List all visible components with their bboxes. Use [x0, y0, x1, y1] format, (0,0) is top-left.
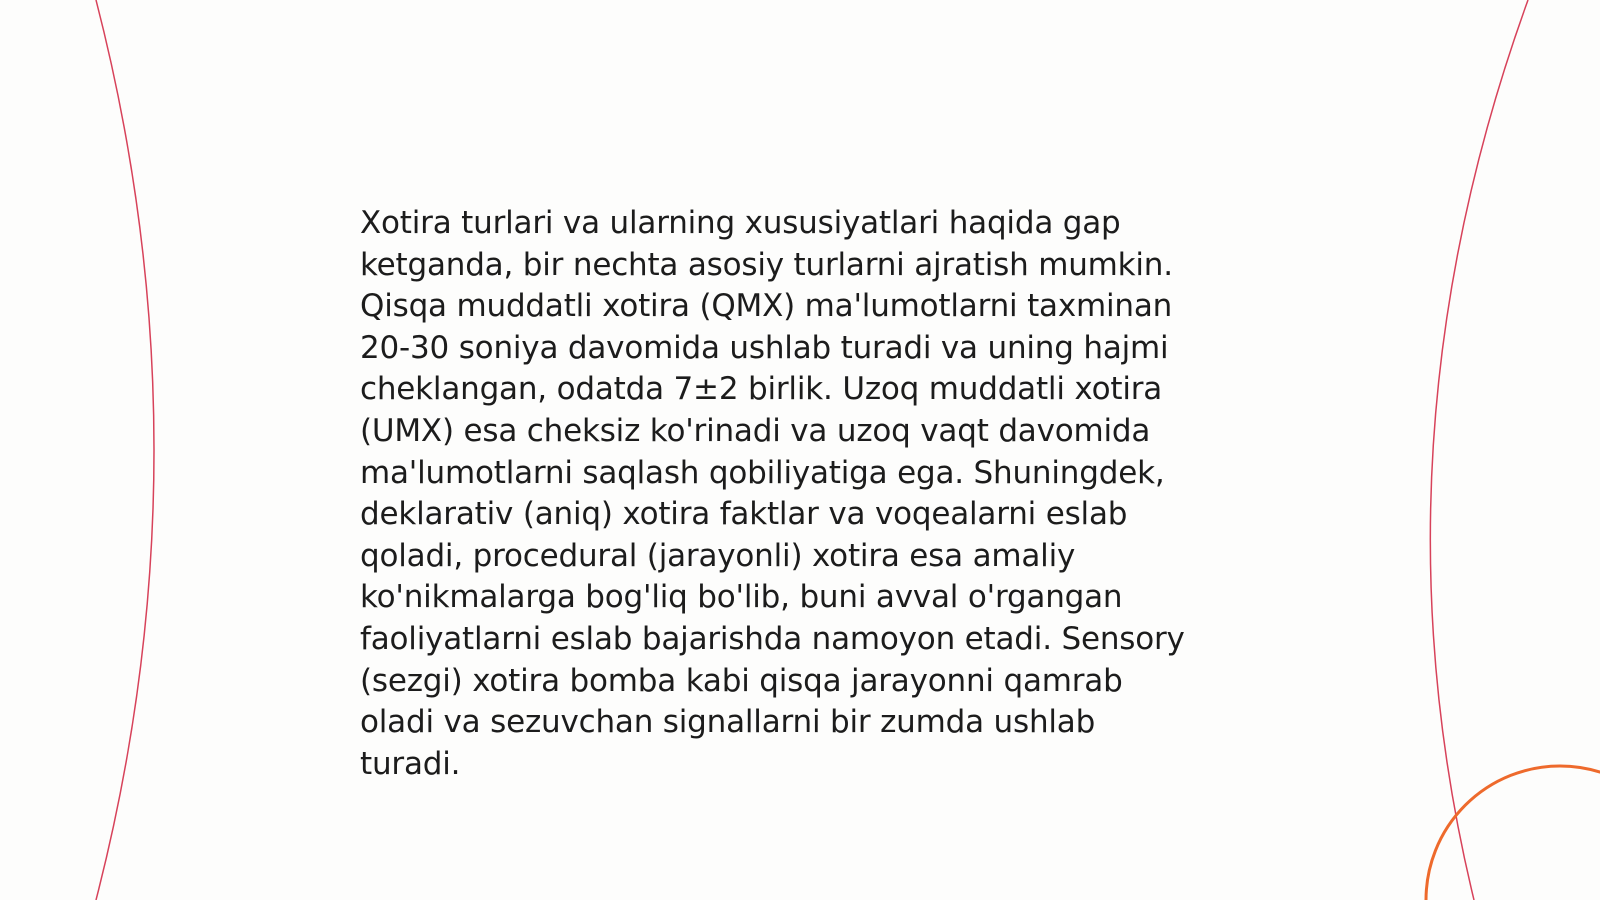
paragraph-line: qoladi, procedural (jarayonli) xotira esa amaliy — [360, 537, 1076, 574]
main-paragraph — [360, 203, 1240, 785]
paragraph-line: (sezgi) xotira bomba kabi qisqa jarayonni qamrab — [360, 662, 1123, 699]
paragraph-line: Qisqa muddatli xotira (QMX) ma'lumotlarni taxminan — [360, 288, 1173, 325]
paragraph-line: cheklangan, odatda 7±2 birlik. Uzoq muddatli xotira — [360, 371, 1163, 408]
paragraph-line: faoliyatlarni eslab bajarishda namoyon etadi. Sensory — [360, 620, 1185, 657]
paragraph-line: ketganda, bir nechta asosiy turlarni ajratish mumkin. — [360, 246, 1173, 283]
paragraph-line: deklarativ (aniq) xotira faktlar va voqealarni eslab — [360, 496, 1128, 533]
left-curve-line — [96, 0, 154, 900]
paragraph-line: Xotira turlari va ularning xususiyatlari haqida gap — [360, 205, 1121, 241]
paragraph-line: turadi. — [360, 745, 461, 782]
right-curve-line — [1430, 0, 1528, 900]
paragraph-line: ko'nikmalarga bog'liq bo'lib, buni avval o'rgangan — [360, 579, 1123, 616]
paragraph-line: 20-30 soniya davomida ushlab turadi va uning hajmi — [360, 329, 1169, 366]
paragraph-line: oladi va sezuvchan signallarni bir zumda ushlab — [360, 704, 1096, 741]
paragraph-line: ma'lumotlarni saqlash qobiliyatiga ega. Shuningdek, — [360, 454, 1165, 491]
orange-circle-outline — [1426, 766, 1600, 900]
paragraph-line: (UMX) esa cheksiz ko'rinadi va uzoq vaqt davomida — [360, 412, 1151, 449]
